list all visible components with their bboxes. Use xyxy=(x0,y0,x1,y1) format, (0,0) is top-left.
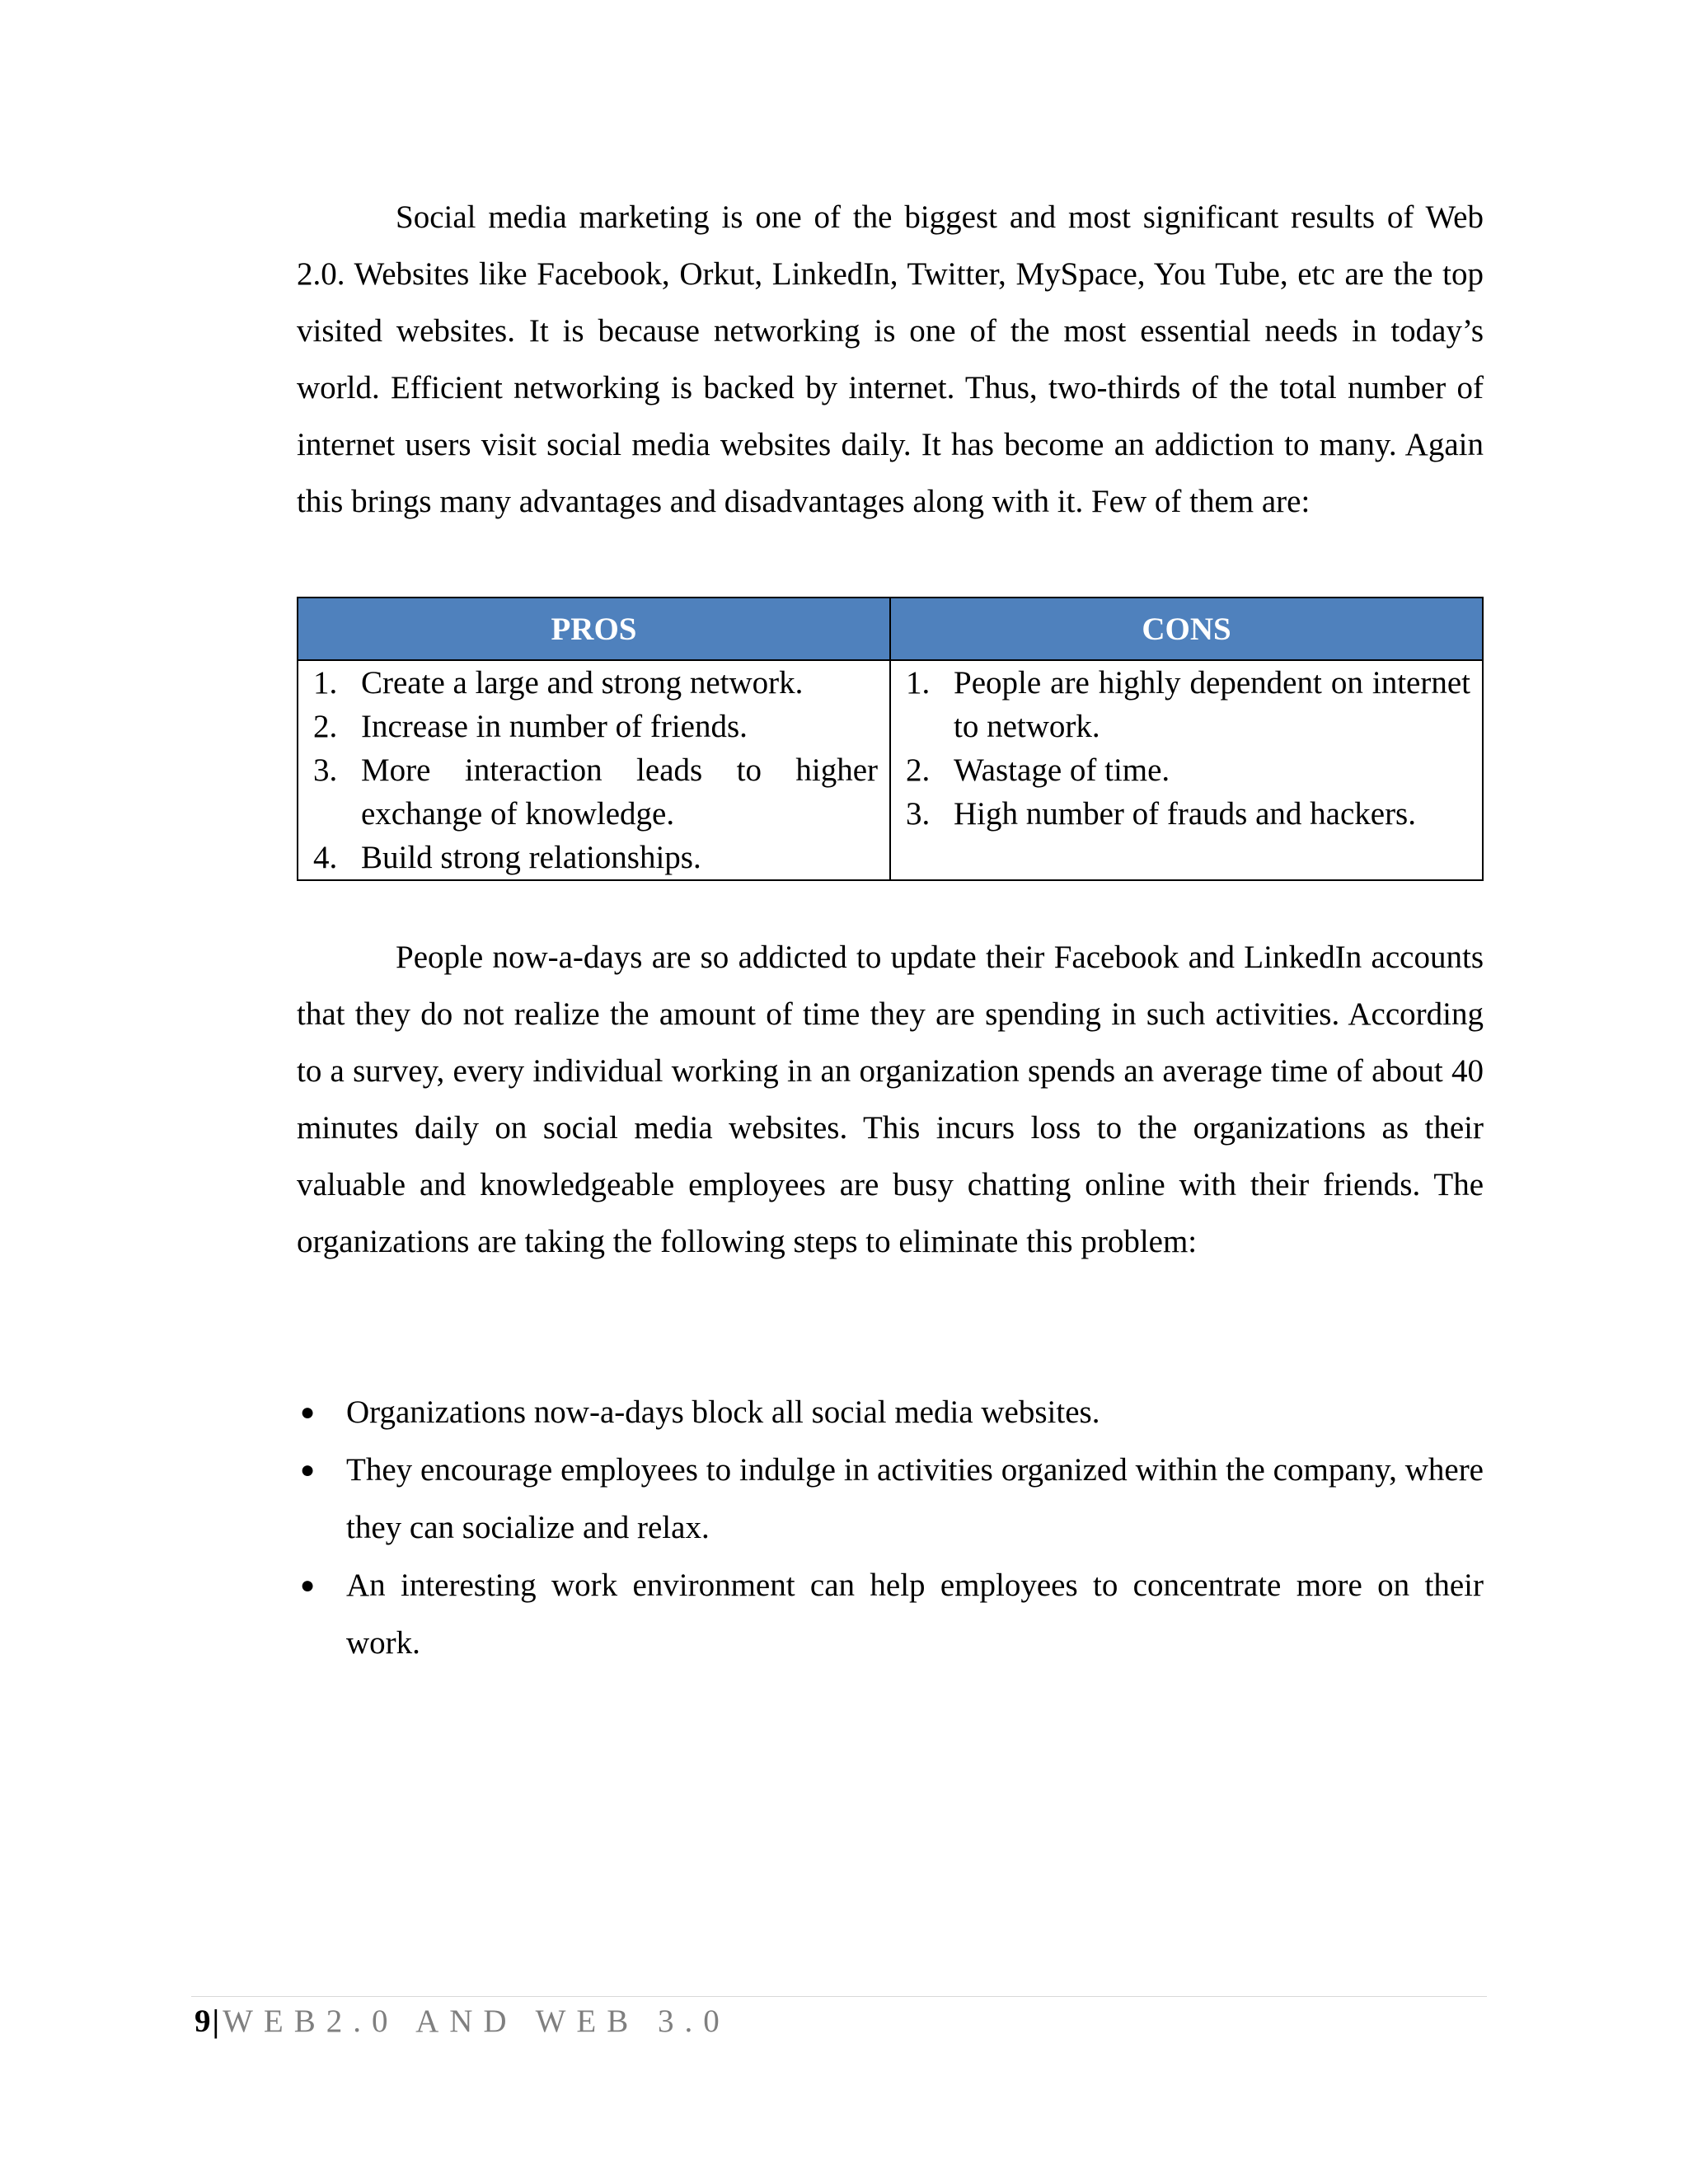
cons-item-text: Wastage of time. xyxy=(954,752,1170,788)
footer-separator: | xyxy=(212,2004,220,2039)
cons-item-text: People are highly dependent on internet to network. xyxy=(954,665,1470,744)
bullet-text: Organizations now-a-days block all social media websites. xyxy=(346,1394,1100,1430)
pros-item-number: 1. xyxy=(313,665,338,701)
pros-cell xyxy=(298,660,890,880)
cons-item-number: 1. xyxy=(906,665,931,701)
intro-paragraph: Social media marketing is one of the biggest and most significant results of Web 2.0. Websites like Facebook, Orkut, LinkedIn, Twitter, MySpace, You Tube, etc are the top visited websites. It is because networking is one of the most essential needs in today’s world. Efficient networking is backed by internet. Thus, two-thirds of the total number of internet users visit social media websites daily. It has become an addiction to many. Again this brings many advantages and disadvantages along with it. Few of them are: xyxy=(297,199,1484,519)
cons-item xyxy=(891,792,1482,836)
pros-header: PROS xyxy=(298,598,890,660)
pros-item-text: Build strong relationships. xyxy=(361,840,701,875)
pros-item-number: 2. xyxy=(313,709,338,744)
footer-title: WEB2.0 AND WEB 3.0 xyxy=(223,2004,730,2039)
pros-item xyxy=(298,705,889,748)
page-number: 9 xyxy=(195,2004,211,2039)
steps-bullet-list xyxy=(297,1384,1484,1672)
pros-cons-table xyxy=(297,597,1484,881)
pros-item xyxy=(298,661,889,705)
cons-item xyxy=(891,748,1482,792)
pros-item-text: Create a large and strong network. xyxy=(361,665,804,701)
bullet-dot-icon: ● xyxy=(300,1456,316,1483)
bullet-dot-icon: ● xyxy=(300,1572,316,1599)
cons-item xyxy=(891,661,1482,748)
bullet-text: They encourage employees to indulge in activities organized within the company, where they can socialize and relax. xyxy=(346,1452,1484,1545)
pros-item-text: More interaction leads to higher exchange of knowledge. xyxy=(361,752,878,832)
bullet-item xyxy=(297,1557,1484,1672)
cons-header: CONS xyxy=(890,598,1483,660)
cons-item-number: 3. xyxy=(906,796,931,832)
cons-item-number: 2. xyxy=(906,752,931,788)
bullet-item xyxy=(297,1441,1484,1557)
pros-item xyxy=(298,836,889,879)
cons-cell xyxy=(890,660,1483,880)
bullet-dot-icon: ● xyxy=(300,1399,316,1426)
pros-item-text: Increase in number of friends. xyxy=(361,709,748,744)
pros-item-number: 4. xyxy=(313,840,338,875)
addiction-paragraph: People now-a-days are so addicted to update their Facebook and LinkedIn accounts that they do not realize the amount of time they are spending in such activities. According to a survey, every individual working in an organization spends an average time of about 40 minutes daily on social media websites. This incurs loss to the organizations as their valuable and knowledgeable employees are busy chatting online with their friends. The organizations are taking the following steps to eliminate this problem: xyxy=(297,940,1484,1259)
page-footer xyxy=(195,1999,730,2044)
pros-item xyxy=(298,748,889,836)
cons-list xyxy=(891,661,1482,836)
bullet-text: An interesting work environment can help employees to concentrate more on their work. xyxy=(346,1568,1484,1661)
pros-item-number: 3. xyxy=(313,752,338,788)
bullet-item xyxy=(297,1384,1484,1441)
pros-list xyxy=(298,661,889,879)
cons-item-text: High number of frauds and hackers. xyxy=(954,796,1416,832)
footer-divider xyxy=(191,1996,1487,1997)
